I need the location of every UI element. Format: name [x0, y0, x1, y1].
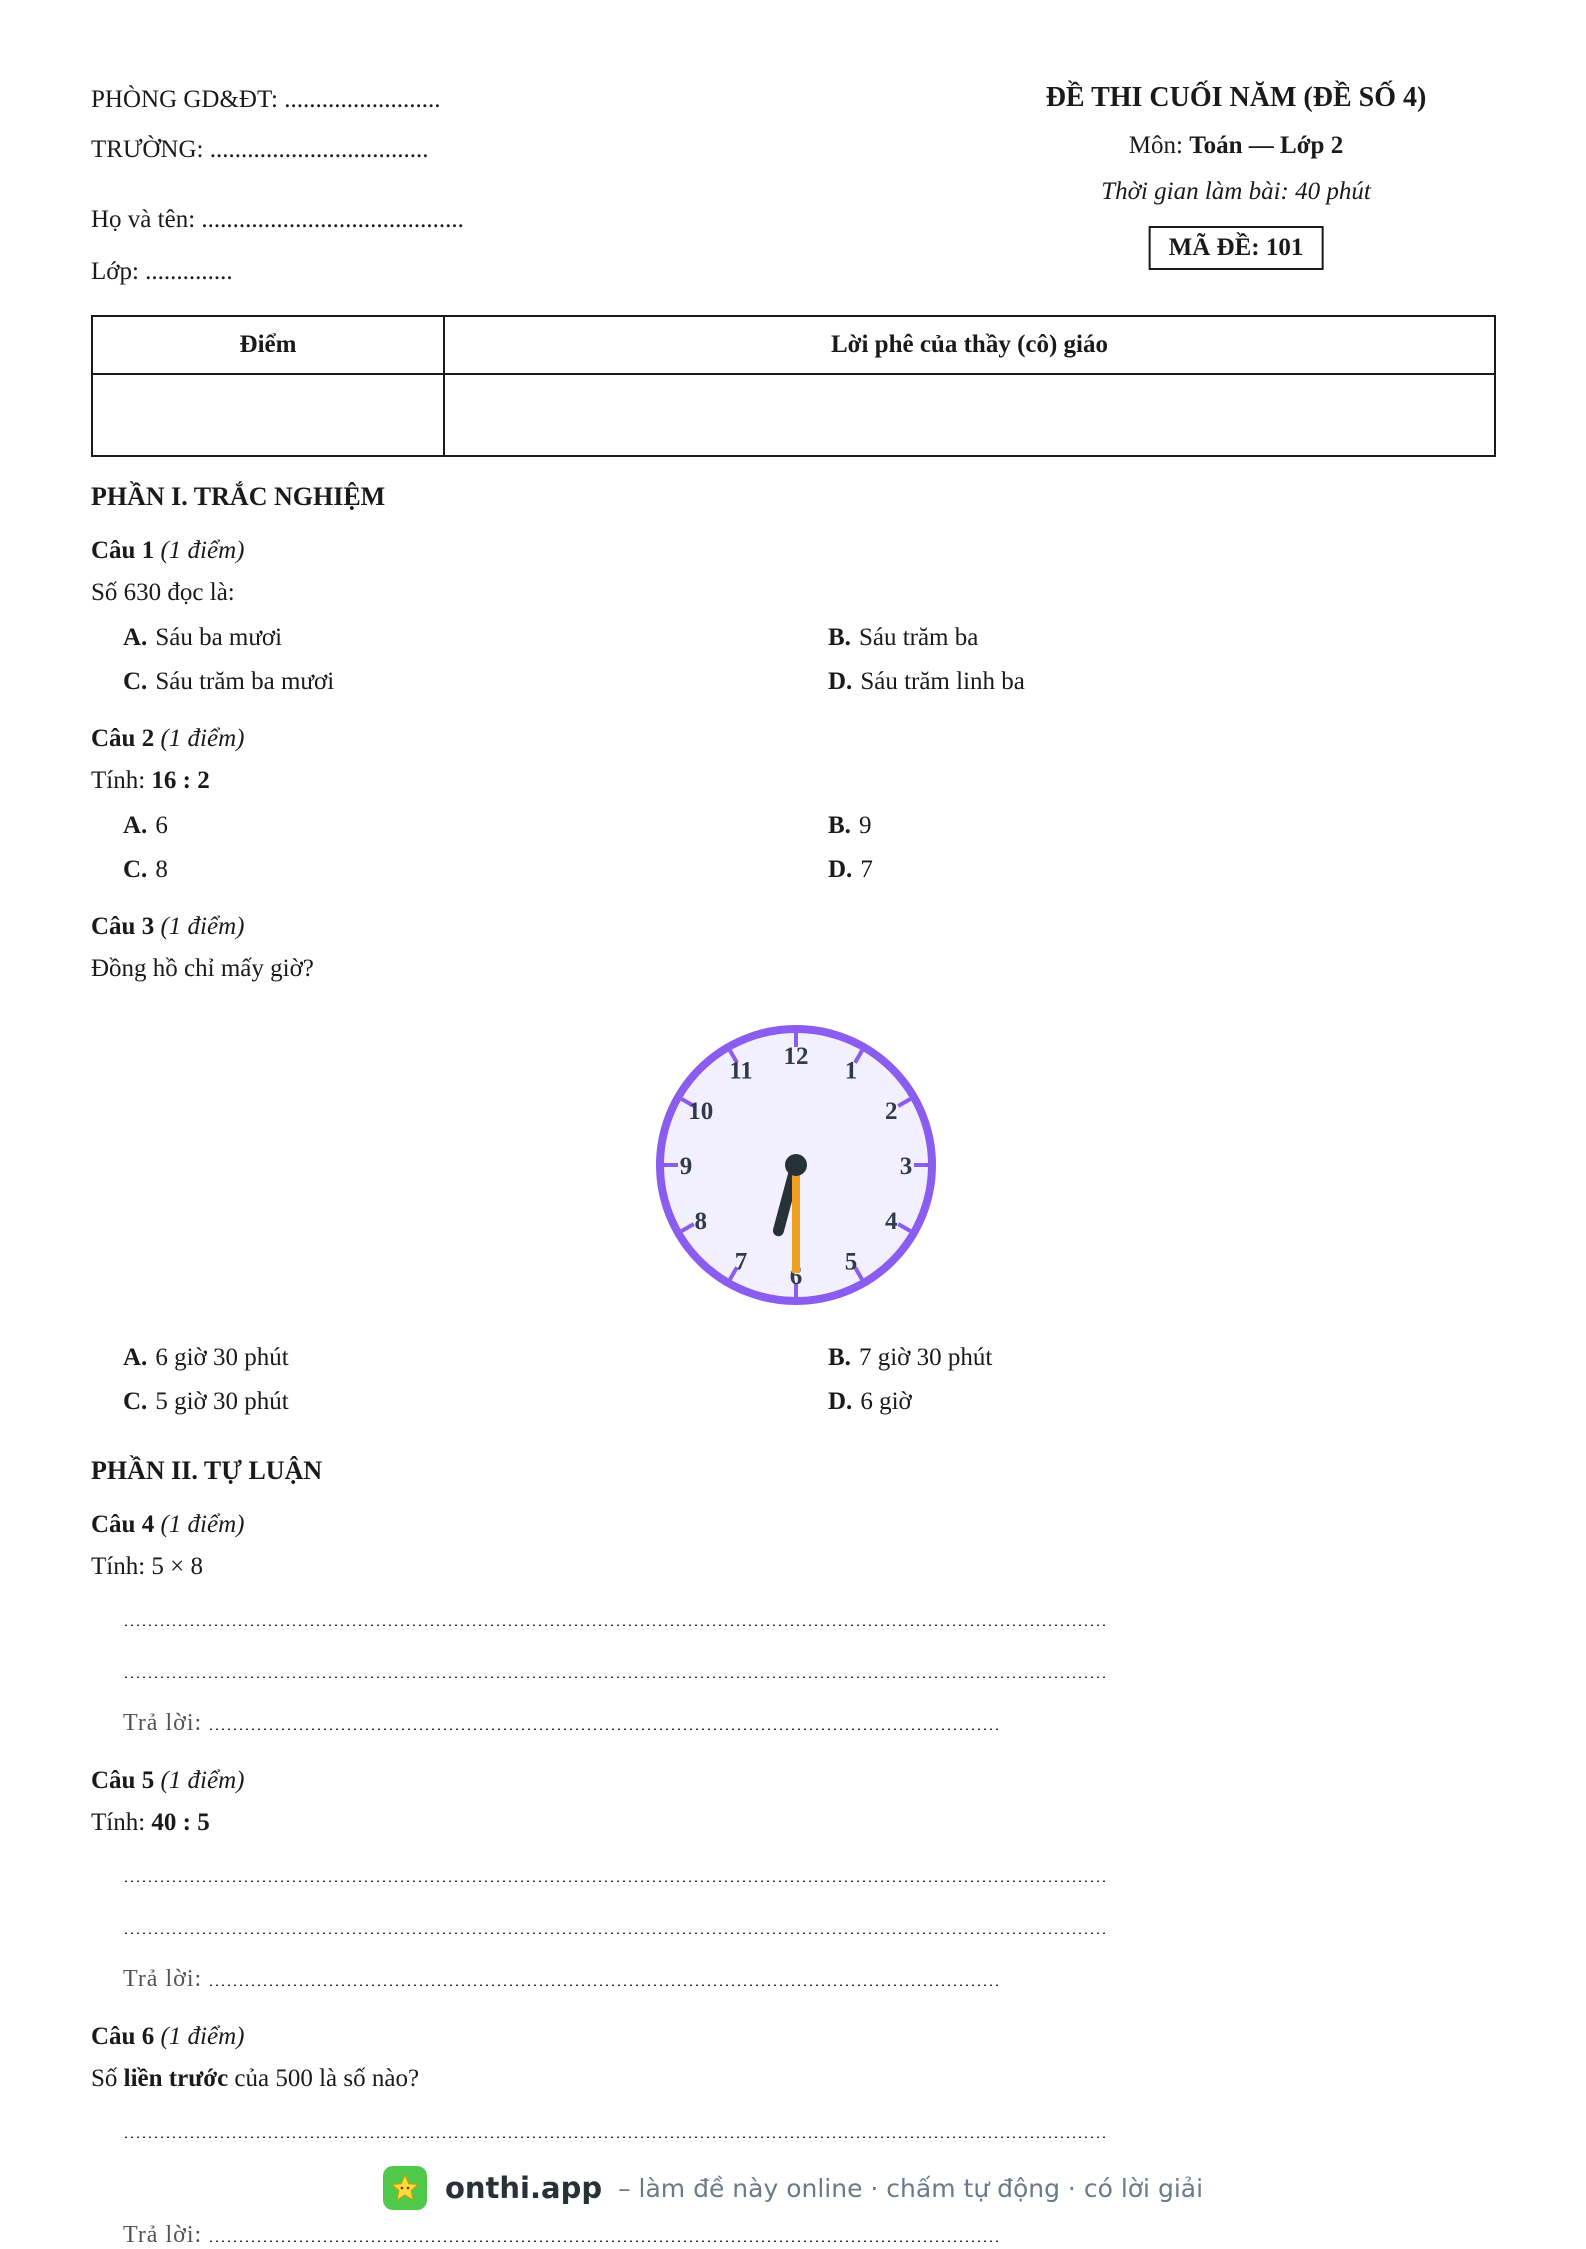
question-6-prompt: [91, 2062, 419, 2096]
answer-label: Trả lời:: [123, 2222, 203, 2248]
q2-option-d[interactable]: [828, 856, 873, 884]
prompt-prefix: Tính:: [91, 1809, 152, 1836]
exam-title: ĐỀ THI CUỐI NĂM (ĐỀ SỐ 4): [1045, 82, 1427, 113]
part2-title: PHẦN II. TỰ LUẬN: [91, 1456, 323, 1485]
subject-prefix: Môn:: [1128, 132, 1190, 159]
exam-time: Thời gian làm bài: 40 phút: [1101, 178, 1371, 205]
question-6-header: [91, 2020, 244, 2054]
q3-option-b[interactable]: [828, 1344, 992, 1372]
question-2-header: [91, 722, 244, 756]
option-key: D.: [828, 1388, 853, 1415]
q4-work-line-2[interactable]: [123, 1676, 1108, 1678]
q5-work-line-2[interactable]: [123, 1932, 1108, 1934]
brand-banner[interactable]: [0, 2160, 1586, 2216]
answer-dots: [208, 2240, 998, 2242]
score-header: Điểm: [92, 316, 444, 374]
brand-name[interactable]: onthi.app: [444, 2171, 603, 2205]
question-1-header: [91, 534, 244, 568]
question-label: Câu 1: [91, 537, 155, 564]
question-label: Câu 3: [91, 913, 155, 940]
question-1-prompt: Số 630 đọc là:: [91, 579, 235, 606]
question-2-prompt: [91, 764, 210, 798]
answer-label: Trả lời:: [123, 1966, 203, 1992]
option-text: 6 giờ: [860, 1388, 912, 1415]
option-key: C.: [123, 668, 148, 695]
question-5-prompt: [91, 1806, 210, 1840]
prompt-emphasis: liền trước: [123, 2065, 229, 2092]
clock-number: 1: [844, 1057, 858, 1085]
q5-answer-line[interactable]: [123, 1966, 998, 1993]
option-key: B.: [828, 812, 851, 839]
question-label: Câu 5: [91, 1767, 155, 1794]
q2-option-b[interactable]: [828, 812, 871, 840]
clock-number: 9: [679, 1153, 693, 1180]
grade-table: [91, 315, 1496, 457]
clock-number: 10: [688, 1098, 714, 1125]
clock-number: 12: [783, 1043, 809, 1070]
clock-number: 4: [885, 1208, 898, 1235]
department-line: PHÒNG GD&ĐT: .........................: [91, 86, 441, 113]
clock-number: 7: [734, 1248, 748, 1276]
question-points: (1 điểm): [160, 725, 245, 752]
option-text: 6 giờ 30 phút: [155, 1344, 289, 1371]
option-key: C.: [123, 856, 148, 883]
option-text: Sáu ba mươi: [155, 624, 283, 651]
prompt-expression: 40 : 5: [151, 1809, 210, 1836]
school-line: TRƯỜNG: ...................................: [91, 136, 429, 163]
option-text: Sáu trăm ba mươi: [155, 668, 335, 695]
question-points: (1 điểm): [160, 1767, 245, 1794]
option-key: D.: [828, 668, 853, 695]
question-3-header: [91, 910, 244, 944]
question-label: Câu 4: [91, 1511, 155, 1538]
q3-option-a[interactable]: [123, 1344, 289, 1372]
prompt-suffix: của 500 là số nào?: [228, 2065, 420, 2092]
option-key: A.: [123, 624, 148, 651]
q2-option-c[interactable]: [123, 856, 168, 884]
analog-clock: [651, 1020, 941, 1310]
option-key: C.: [123, 1388, 148, 1415]
option-text: 8: [155, 856, 168, 883]
star-logo-icon: [383, 2166, 427, 2210]
option-text: Sáu trăm ba: [858, 624, 979, 651]
option-text: 7: [860, 856, 873, 883]
subject-name: Toán — Lớp 2: [1189, 132, 1344, 159]
student-name-line: Họ và tên: ..........................................: [91, 206, 464, 233]
question-points: (1 điểm): [160, 2023, 245, 2050]
clock-number: 3: [899, 1153, 913, 1180]
comment-cell: [444, 374, 1495, 456]
part1-title: PHẦN I. TRẮC NGHIỆM: [91, 482, 386, 511]
option-key: A.: [123, 1344, 148, 1371]
clock-number: 11: [729, 1057, 753, 1085]
option-text: 7 giờ 30 phút: [858, 1344, 993, 1371]
question-3-prompt: Đồng hồ chỉ mấy giờ?: [91, 955, 314, 982]
question-label: Câu 2: [91, 725, 155, 752]
option-key: B.: [828, 1344, 851, 1371]
q5-work-line-1[interactable]: [123, 1880, 1108, 1882]
prompt-prefix: Số: [91, 2065, 124, 2092]
q6-work-line-1[interactable]: [123, 2136, 1108, 2138]
answer-dots: [208, 1728, 998, 1730]
clock-number: 6: [789, 1263, 803, 1290]
q1-option-b[interactable]: [828, 624, 978, 652]
q6-answer-line[interactable]: [123, 2222, 998, 2249]
clock-center: [785, 1154, 807, 1176]
question-points: (1 điểm): [160, 537, 245, 564]
star-icon: [390, 2173, 420, 2203]
question-4-prompt: Tính: 5 × 8: [91, 1553, 204, 1580]
q1-option-a[interactable]: [123, 624, 282, 652]
score-cell: [92, 374, 444, 456]
exam-info: [976, 0, 1496, 290]
option-text: 6: [155, 812, 168, 839]
option-key: A.: [123, 812, 148, 839]
question-5-header: [91, 1764, 244, 1798]
question-points: (1 điểm): [160, 913, 245, 940]
question-points: (1 điểm): [160, 1511, 245, 1538]
answer-dots: [208, 1984, 998, 1986]
option-text: Sáu trăm linh ba: [860, 668, 1025, 695]
answer-label: Trả lời:: [123, 1710, 203, 1736]
exam-code-box: MÃ ĐỀ: 101: [1149, 226, 1324, 270]
q3-option-d[interactable]: [828, 1388, 912, 1416]
q4-answer-line[interactable]: [123, 1710, 998, 1737]
option-text: 9: [858, 812, 872, 839]
prompt-expression: 16 : 2: [151, 767, 210, 794]
question-4-header: [91, 1508, 244, 1542]
q3-option-c[interactable]: [123, 1388, 289, 1416]
exam-page: [91, 0, 1496, 2248]
question-label: Câu 6: [91, 2023, 155, 2050]
prompt-prefix: Tính:: [91, 767, 152, 794]
clock-number: 2: [885, 1098, 898, 1125]
q1-option-c[interactable]: [123, 668, 334, 696]
q4-work-line-1[interactable]: [123, 1624, 1108, 1626]
q1-option-d[interactable]: [828, 668, 1025, 696]
exam-subject: [976, 132, 1496, 160]
option-key: D.: [828, 856, 853, 883]
clock-number: 5: [844, 1248, 858, 1276]
option-text: 5 giờ 30 phút: [155, 1388, 289, 1415]
brand-tagline: – làm đề này online · chấm tự động · có lời giải: [618, 2173, 1204, 2203]
class-line: Lớp: ..............: [91, 258, 233, 285]
q2-option-a[interactable]: [123, 812, 168, 840]
option-key: B.: [828, 624, 851, 651]
clock-number: 8: [694, 1208, 707, 1235]
comment-header: Lời phê của thầy (cô) giáo: [444, 316, 1495, 374]
